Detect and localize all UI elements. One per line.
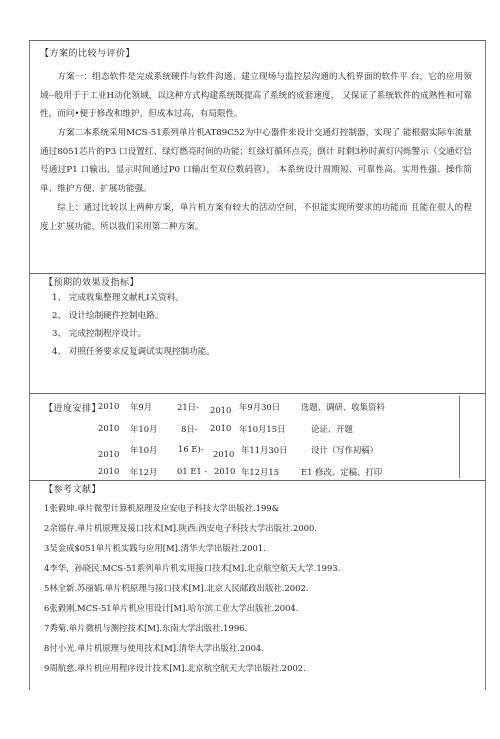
references-title: 【参考文献】 bbox=[44, 485, 102, 495]
scheme-two-paragraph: 方案二本系统采用MCS-51系列单片机AT89C52为中心器件来设计交通灯控制器，实现了 能根据实际车流量通过8051芯片的P3 口设置红、绿灯燃亮时间的功能；红绿灯循环点亮，倒计 时剩3秒时黄灯闪烁警示（交通灯信号通过P1 口输出，显示时间通过P0 口输出至双位数码管）， 本系统设计周期短、可靠性高、实用性强、操作简单、维护方便、扩展功能强。 bbox=[40, 128, 472, 194]
schedule-start-month: 年10月 bbox=[130, 445, 158, 455]
schedule-start-year: 2010 bbox=[98, 423, 120, 433]
schedule-end-year: 2010 bbox=[214, 466, 236, 476]
schedule-start-day: 8日- bbox=[181, 424, 198, 434]
schedule-start-day: 01 E1 - bbox=[177, 466, 208, 476]
expected-item: 3、 完成控制程序设计。 bbox=[52, 329, 147, 339]
schedule-end-date: 年12月15 bbox=[241, 467, 280, 477]
scheme-one-paragraph: 方案一：组态软件是完成系统硬件与软件沟通、建立现场与监控层沟通的人机界面的软件平 台，它的应用领域--般用于于工业H动化领域，以这种方式构建系统既提高了系统的成套速度， 又保证了系统软件的成熟性和可靠性，而问•便于修改和维护，但成本过高，有局限性。 bbox=[40, 72, 472, 119]
schedule-end-date: 年10月15日 bbox=[239, 424, 286, 434]
schedule-start-month: 年10月 bbox=[130, 424, 158, 434]
divider-expected bbox=[29, 273, 485, 274]
reference-item: 4李华，孙晓民.MCS-51系列单片机实用接口技术[M].北京航空航天大学.1993. bbox=[44, 563, 341, 573]
reference-item: 6张毅刚.MCS-51单片机应用设计[M].哈尔滨工业大学出版社.2004. bbox=[44, 603, 299, 613]
schedule-task: E1 修改、定稿、打印 bbox=[301, 467, 383, 477]
reference-item: 9周航慈.单片机应用程序设计技术[M].北京航空航天大学出版社.2002. bbox=[44, 663, 306, 673]
schedule-end-year: 2010 bbox=[210, 423, 232, 433]
conclusion-paragraph: 综上：通过比较以上两种方案，单片机方案有较大的活动空间，不但能实现所要求的功能而 且能在很人的程度上扩展功能，所以我们采用第二种方案。 bbox=[40, 203, 472, 232]
reference-item: 7秀菊.单片微机与测控技术[M].东南大学出版社.1996. bbox=[44, 623, 248, 633]
reference-item: 2余锡存.单片机原理及接口技术[M].陕西:西安电子科技大学出版社.2000. bbox=[44, 523, 317, 533]
schedule-start-year: 2010 bbox=[98, 401, 120, 411]
divider-references bbox=[29, 480, 485, 481]
schedule-task: 论证、开题 bbox=[311, 424, 353, 434]
reference-item: 3吴金成$051单片机实践与应用[M].清华大学出版社.2001. bbox=[44, 543, 266, 553]
schedule-start-month: 年9月 bbox=[130, 402, 153, 412]
schedule-end-year: 2010 bbox=[213, 449, 235, 459]
schedule-end-date: 年11月30日 bbox=[241, 445, 288, 455]
expected-item: 4、 对照任务要求反复调试实现控制功能。 bbox=[52, 347, 215, 357]
schedule-start-year: 2010 bbox=[98, 449, 120, 459]
expected-item: 2、 设计绘制硬件控制电路。 bbox=[52, 311, 164, 321]
top-border bbox=[29, 40, 485, 41]
schedule-start-day: 16 E)- bbox=[178, 444, 204, 454]
reference-item: 1张毅坤.单片微型计算机原理及应安电子科技大学出版社.199& bbox=[44, 503, 280, 513]
schedule-end-date: 年9月30日 bbox=[239, 402, 281, 412]
expected-item: 1、 完成收集整理文献札I关资料。 bbox=[52, 293, 184, 303]
schedule-start-month: 年12月 bbox=[130, 467, 158, 477]
expected-title: 【预期的效果及指标】 bbox=[44, 278, 140, 288]
schedule-start-day: 21日- bbox=[177, 402, 199, 412]
reference-item: 8付小光.单片机原理与使用技术[M].清华大学出版社.2004. bbox=[44, 643, 264, 653]
schedule-task: 选题、调研、收集资料 bbox=[301, 402, 385, 412]
schedule-task: 设计（写作初稿） bbox=[311, 445, 378, 455]
divider-schedule bbox=[29, 393, 485, 394]
schedule-start-year: 2010 bbox=[98, 466, 120, 476]
reference-item: 5林全新.苏丽娟.单片机原理与接口技术[M].北京人民邮政出版社.2002. bbox=[44, 583, 309, 593]
schedule-end-year: 2010 bbox=[210, 405, 232, 415]
comparison-title: 【方案的比较与评价】 bbox=[40, 49, 136, 59]
schedule-right-rule bbox=[459, 396, 460, 478]
schedule-title: 【进度安排】 bbox=[44, 404, 102, 414]
